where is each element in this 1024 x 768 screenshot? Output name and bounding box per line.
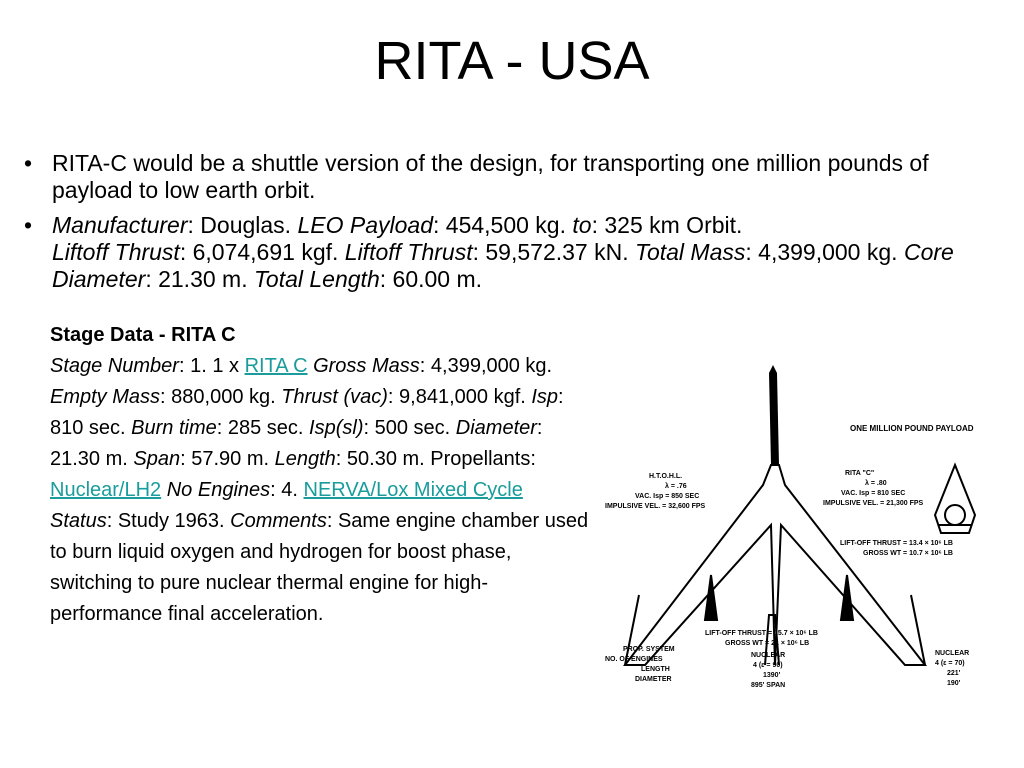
engine-cycle-link[interactable]: NERVA/Lox Mixed Cycle (303, 479, 523, 501)
htohl-label: H.T.O.H.L. (649, 473, 683, 480)
empty-mass-value: : 880,000 kg. (160, 386, 282, 408)
right-eps: 4 (ε = 70) (935, 660, 965, 667)
diameter-diagram-label: DIAMETER (635, 676, 672, 683)
burn-time-value: : 285 sec. (216, 417, 310, 439)
total-mass-value: : 4,399,000 kg. (745, 239, 904, 265)
total-mass-label: Total Mass (635, 239, 746, 265)
htohl-isp: VAC. Isp = 850 SEC (635, 493, 700, 500)
core-diameter-label: Core Diameter (52, 239, 954, 292)
to-value: : 325 km Orbit. (591, 212, 743, 238)
stage-data-text (50, 351, 590, 630)
page-title: RITA - USA (374, 31, 650, 91)
leo-payload-value: : 454,500 kg. (433, 212, 573, 238)
stage-number-label: Stage Number (50, 355, 179, 377)
stage-number-value: : 1. 1 x (178, 355, 245, 377)
rita-c-link[interactable]: RITA C (244, 355, 308, 377)
bullet-text: RITA-C would be a shuttle version of the design, for transporting one million pounds of payload to low earth orbit. (52, 150, 929, 203)
rita-c-diagram-label: RITA "C" (845, 470, 875, 477)
right-nuclear: NUCLEAR (935, 650, 970, 657)
bullet-dot: • (24, 150, 33, 176)
burn-time-label: Burn time (131, 417, 217, 439)
length-value: : 50.30 m. Propellants: (335, 448, 536, 470)
isp-value: : 810 sec. (50, 386, 564, 439)
small-vehicle-drawing (935, 465, 975, 533)
bullet-list (24, 150, 984, 301)
bullet-dot: • (24, 212, 33, 238)
liftoff-thrust-kn-value: : 59,572.37 kN. (472, 239, 635, 265)
to-label: to (572, 212, 592, 238)
isp-sl-label: Isp(sl) (309, 417, 364, 439)
gross-weight-center: GROSS WT = 21 × 10⁶ LB (725, 640, 810, 647)
length-diagram-label: LENGTH (641, 666, 670, 673)
manufacturer-label: Manufacturer (52, 212, 188, 238)
htohl-vel: IMPULSIVE VEL. = 32,600 FPS (605, 503, 706, 510)
comments-value: : Same engine chamber used to burn liquid oxygen and hydrogen for boost phase, switching to pure nuclear thermal engine for high-performance final acceleration. (50, 510, 589, 625)
span-label: Span (133, 448, 181, 470)
bullet-item-1 (24, 150, 984, 204)
status-label: Status (50, 510, 107, 532)
gross-weight-right: GROSS WT = 10.7 × 10⁶ LB (863, 550, 953, 557)
gross-mass-value: : 4,399,000 kg. (419, 355, 553, 377)
span-value: : 57.90 m. (180, 448, 275, 470)
diameter-label: Diameter (455, 417, 537, 439)
liftoff-thrust-center: LIFT-OFF THRUST = 15.7 × 10⁶ LB (705, 630, 818, 637)
diameter-value: : 21.30 m. (50, 417, 543, 470)
rita-vel: IMPULSIVE VEL. = 21,300 FPS (823, 500, 924, 507)
center-nuclear: NUCLEAR (751, 652, 786, 659)
center-length: 1390' (763, 672, 781, 679)
thrust-vac-value: : 9,841,000 kgf. (387, 386, 532, 408)
liftoff-thrust-kgf-value: : 6,074,691 kgf. (179, 239, 345, 265)
center-span: 895' SPAN (751, 682, 786, 689)
diagram-top-label: ONE MILLION POUND PAYLOAD (850, 424, 974, 433)
total-length-label: Total Length (253, 266, 380, 292)
propellants-link[interactable]: Nuclear/LH2 (50, 479, 162, 501)
manufacturer-value: : Douglas. (187, 212, 298, 238)
leo-payload-label: LEO Payload (297, 212, 433, 238)
no-engines-diagram-label: NO. OF ENGINES (605, 656, 663, 663)
liftoff-thrust-label: Liftoff Thrust (344, 239, 473, 265)
right-diameter: 190' (947, 680, 961, 687)
thrust-vac-label: Thrust (vac) (281, 386, 388, 408)
htohl-lambda: λ = .76 (665, 483, 687, 490)
center-eps: 4 (ε = 90) (753, 662, 783, 669)
length-label: Length (274, 448, 336, 470)
comments-label: Comments (230, 510, 327, 532)
rita-isp: VAC. Isp = 810 SEC (841, 490, 906, 497)
prop-system-label: PROP. SYSTEM (623, 646, 675, 653)
status-value: : Study 1963. (106, 510, 231, 532)
liftoff-thrust-label: Liftoff Thrust (52, 239, 180, 265)
rita-diagram (595, 365, 1015, 695)
right-length: 221' (947, 670, 961, 677)
liftoff-thrust-right: LIFT-OFF THRUST = 13.4 × 10⁶ LB (840, 540, 953, 547)
rita-lambda: λ = .80 (865, 480, 887, 487)
empty-mass-label: Empty Mass (50, 386, 161, 408)
isp-sl-value: : 500 sec. (363, 417, 456, 439)
core-diameter-value: : 21.30 m. (145, 266, 254, 292)
bullet-item-2 (24, 212, 984, 293)
total-length-value: : 60.00 m. (379, 266, 483, 292)
stage-data-heading: Stage Data - RITA C (50, 324, 236, 346)
gross-mass-label: Gross Mass (313, 355, 420, 377)
no-engines-value: : 4. (270, 479, 304, 501)
stage-data-block (50, 320, 590, 630)
isp-label: Isp (531, 386, 559, 408)
large-vehicle-drawing (625, 365, 925, 665)
no-engines-label: No Engines (166, 479, 271, 501)
